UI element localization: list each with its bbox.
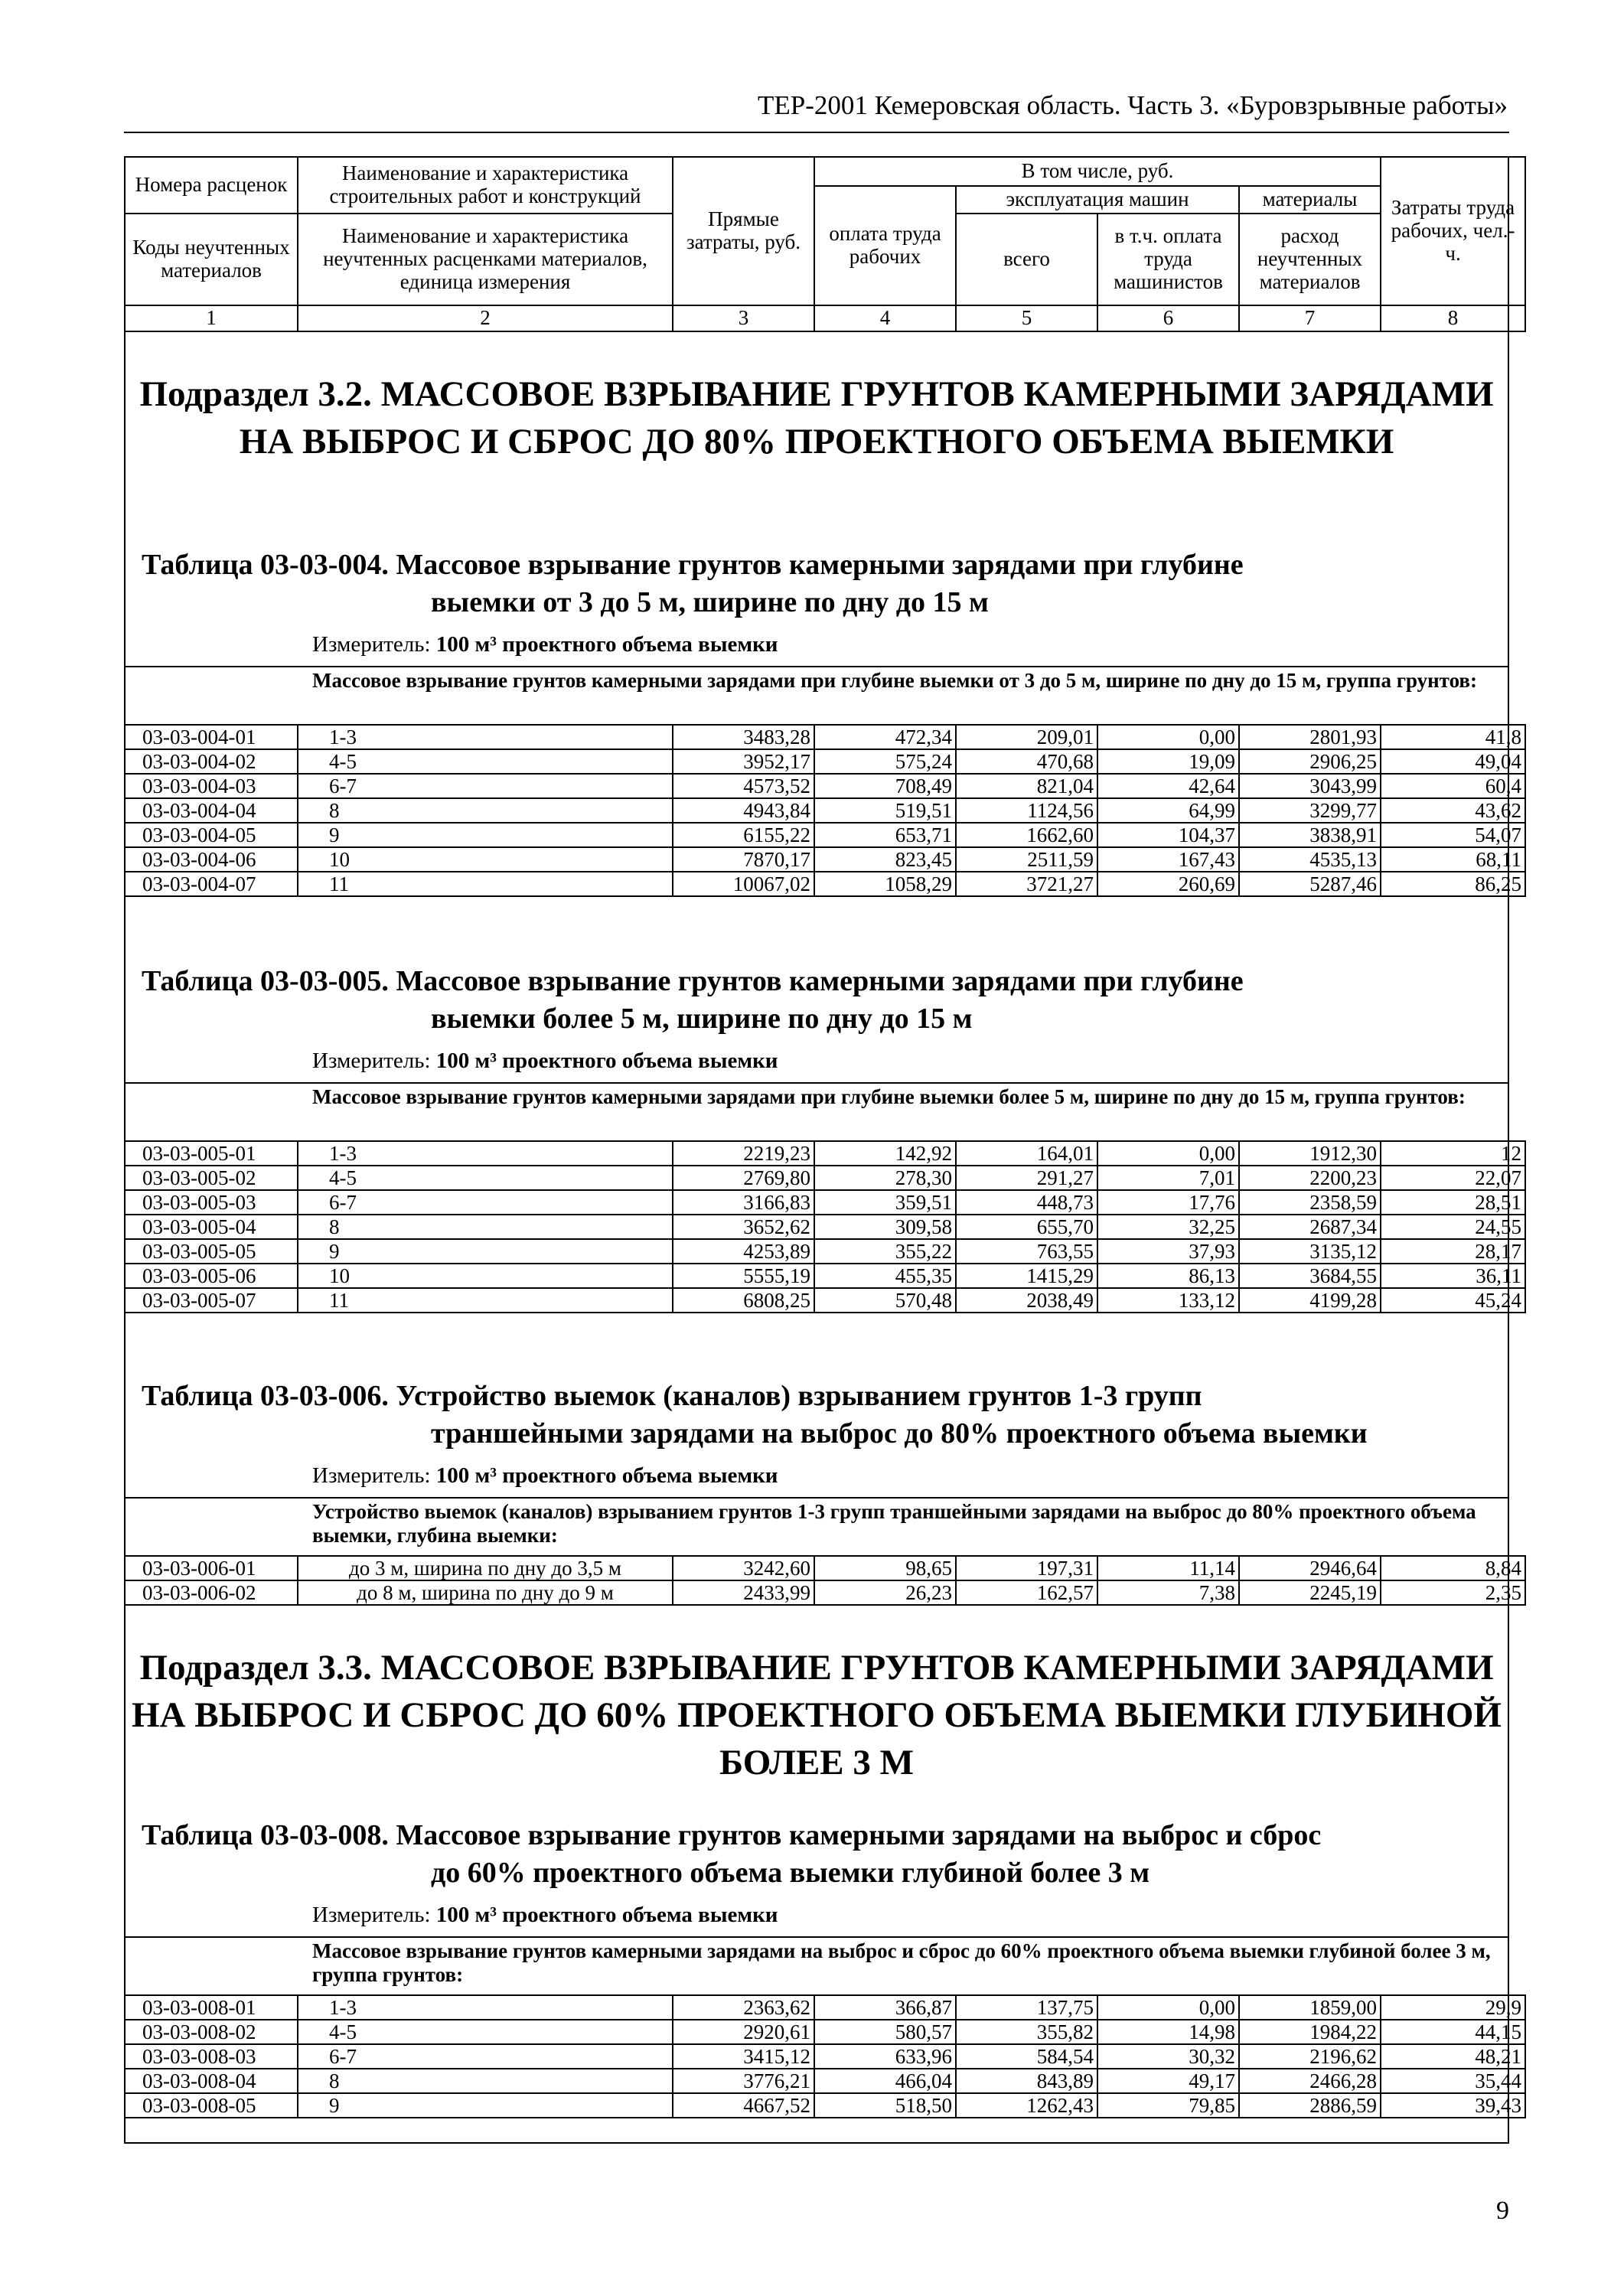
value-cell: 2687,34: [1239, 1215, 1381, 1239]
value-cell: 309,58: [814, 1215, 956, 1239]
soil-group-cell: 6-7: [298, 774, 673, 798]
value-cell: 79,85: [1097, 2093, 1239, 2118]
value-cell: 4199,28: [1239, 1288, 1381, 1313]
value-cell: 466,04: [814, 2069, 956, 2093]
table-row: [125, 798, 1525, 823]
col1-bottom-header: Коды неучтенных материалов: [125, 214, 298, 305]
rate-code-cell: 03-03-004-05: [125, 823, 298, 847]
value-cell: 1124,56: [956, 798, 1097, 823]
value-cell: 3043,99: [1239, 774, 1381, 798]
value-cell: 3415,12: [673, 2044, 814, 2069]
rate-code-cell: 03-03-004-03: [125, 774, 298, 798]
value-cell: 470,68: [956, 749, 1097, 774]
value-cell: 366,87: [814, 1995, 956, 2020]
soil-group-cell: 4-5: [298, 1166, 673, 1190]
col2-top-header: Наименование и характеристика строительных работ и конструкций: [298, 157, 673, 214]
value-cell: 2358,59: [1239, 1190, 1381, 1215]
value-cell: 3242,60: [673, 1556, 814, 1580]
unit-value: 100 м³ проектного объема выемки: [435, 1903, 778, 1927]
soil-group-cell: 9: [298, 823, 673, 847]
unit-label: Измеритель:: [312, 1049, 431, 1073]
value-cell: 32,25: [1097, 1215, 1239, 1239]
table-description-005: Массовое взрывание грунтов камерными зарядами при глубине выемки более 5 м, ширине по дну до 15 м, группа грунтов:: [312, 1085, 1466, 1108]
value-cell: 11,14: [1097, 1556, 1239, 1580]
value-cell: 4573,52: [673, 774, 814, 798]
value-cell: 4667,52: [673, 2093, 814, 2118]
table-row: [125, 2069, 1525, 2093]
value-cell: 355,82: [956, 2020, 1097, 2044]
value-cell: 137,75: [956, 1995, 1097, 2020]
rate-code-cell: 03-03-005-03: [125, 1190, 298, 1215]
value-cell: 2196,62: [1239, 2044, 1381, 2069]
value-cell: 3166,83: [673, 1190, 814, 1215]
soil-group-cell: 10: [298, 1264, 673, 1288]
value-cell: 49,04: [1381, 749, 1525, 774]
value-cell: 3952,17: [673, 749, 814, 774]
value-cell: 5287,46: [1239, 872, 1381, 896]
value-cell: 455,35: [814, 1264, 956, 1288]
soil-group-cell: 9: [298, 1239, 673, 1264]
value-cell: 37,93: [1097, 1239, 1239, 1264]
rate-code-cell: 03-03-008-02: [125, 2020, 298, 2044]
rate-code-cell: 03-03-006-01: [125, 1556, 298, 1580]
table-title-line1: Таблица 03-03-006. Устройство выемок (каналов) взрыванием грунтов 1-3 групп: [142, 1380, 1202, 1412]
table-description-006: Устройство выемок (каналов) взрыванием грунтов 1-3 групп траншейными зарядами на выброс до 80% проектного объема выемки, глубина выемки:: [312, 1500, 1476, 1548]
materials-header: материалы: [1239, 186, 1381, 214]
unit-line-006: [312, 1463, 778, 1489]
soil-group-cell: 4-5: [298, 749, 673, 774]
col5-header: всего: [956, 214, 1097, 305]
rates-table-004: [124, 724, 1526, 897]
value-cell: 3721,27: [956, 872, 1097, 896]
value-cell: 472,34: [814, 725, 956, 749]
value-cell: 12: [1381, 1141, 1525, 1166]
value-cell: 17,76: [1097, 1190, 1239, 1215]
table-top-rule: [124, 1936, 1509, 1938]
value-cell: 448,73: [956, 1190, 1097, 1215]
unit-line-005: [312, 1049, 778, 1074]
in-total-header: В том числе, руб.: [814, 157, 1381, 186]
table-row: [125, 1580, 1525, 1605]
rate-code-cell: 03-03-005-04: [125, 1215, 298, 1239]
table-title-006: [142, 1378, 1504, 1453]
value-cell: 29,9: [1381, 1995, 1525, 2020]
value-cell: 1859,00: [1239, 1995, 1381, 2020]
rate-code-cell: 03-03-008-05: [125, 2093, 298, 2118]
section-title-3-3: Подраздел 3.3. МАССОВОЕ ВЗРЫВАНИЕ ГРУНТОВ КАМЕРНЫМИ ЗАРЯДАМИ НА ВЫБРОС И СБРОС ДО 60% ПРОЕКТНОГО ОБЪЕМА ВЫЕМКИ ГЛУБИНОЙ БОЛЕЕ 3 М: [132, 1648, 1502, 1783]
table-row: [125, 1215, 1525, 1239]
value-cell: 197,31: [956, 1556, 1097, 1580]
rate-code-cell: 03-03-005-01: [125, 1141, 298, 1166]
value-cell: 48,21: [1381, 2044, 1525, 2069]
unit-label: Измеритель:: [312, 1463, 431, 1488]
value-cell: 5555,19: [673, 1264, 814, 1288]
col-number: 7: [1239, 305, 1381, 331]
unit-value: 100 м³ проектного объема выемки: [435, 1463, 778, 1488]
table-title-line2: до 60% проектного объема выемки глубиной более 3 м: [431, 1857, 1150, 1890]
rate-code-cell: 03-03-008-01: [125, 1995, 298, 2020]
value-cell: 821,04: [956, 774, 1097, 798]
page-number: 9: [1496, 2197, 1509, 2225]
soil-group-cell: 1-3: [298, 1141, 673, 1166]
value-cell: 655,70: [956, 1215, 1097, 1239]
value-cell: 1058,29: [814, 872, 956, 896]
table-top-rule: [124, 1082, 1509, 1084]
table-row: [125, 847, 1525, 872]
value-cell: 42,64: [1097, 774, 1239, 798]
value-cell: 633,96: [814, 2044, 956, 2069]
soil-group-cell: 6-7: [298, 1190, 673, 1215]
value-cell: 19,09: [1097, 749, 1239, 774]
value-cell: 1415,29: [956, 1264, 1097, 1288]
rate-code-cell: 03-03-005-05: [125, 1239, 298, 1264]
value-cell: 104,37: [1097, 823, 1239, 847]
value-cell: 3135,12: [1239, 1239, 1381, 1264]
value-cell: 359,51: [814, 1190, 956, 1215]
value-cell: 580,57: [814, 2020, 956, 2044]
value-cell: 2200,23: [1239, 1166, 1381, 1190]
value-cell: 41,8: [1381, 725, 1525, 749]
value-cell: 570,48: [814, 1288, 956, 1313]
table-title-line1: Таблица 03-03-004. Массовое взрывание грунтов камерными зарядами при глубине: [142, 549, 1244, 581]
value-cell: 2219,23: [673, 1141, 814, 1166]
unit-line-008: [312, 1903, 778, 1928]
table-top-rule: [124, 1497, 1509, 1499]
table-row: [125, 823, 1525, 847]
value-cell: 2038,49: [956, 1288, 1097, 1313]
value-cell: 43,62: [1381, 798, 1525, 823]
table-title-line1: Таблица 03-03-008. Массовое взрывание грунтов камерными зарядами на выброс и сброс: [142, 1819, 1322, 1851]
value-cell: 3838,91: [1239, 823, 1381, 847]
value-cell: 24,55: [1381, 1215, 1525, 1239]
rate-code-cell: 03-03-006-02: [125, 1580, 298, 1605]
soil-group-cell: 8: [298, 798, 673, 823]
value-cell: 162,57: [956, 1580, 1097, 1605]
value-cell: 26,23: [814, 1580, 956, 1605]
value-cell: 7,38: [1097, 1580, 1239, 1605]
rates-table-008: [124, 1994, 1526, 2118]
value-cell: 763,55: [956, 1239, 1097, 1264]
table-title-004: [142, 546, 1504, 622]
value-cell: 98,65: [814, 1556, 956, 1580]
col-number: 8: [1381, 305, 1525, 331]
value-cell: 7870,17: [673, 847, 814, 872]
col3-header: Прямые затраты, руб.: [673, 157, 814, 305]
table-title-005: [142, 963, 1504, 1039]
value-cell: 44,15: [1381, 2020, 1525, 2044]
value-cell: 2886,59: [1239, 2093, 1381, 2118]
value-cell: 708,49: [814, 774, 956, 798]
col-number: 1: [125, 305, 298, 331]
unit-line-004: [312, 632, 778, 657]
rate-code-cell: 03-03-008-03: [125, 2044, 298, 2069]
table-row: [125, 2093, 1525, 2118]
value-cell: 2511,59: [956, 847, 1097, 872]
soil-group-cell: до 8 м, ширина по дну до 9 м: [298, 1580, 673, 1605]
value-cell: 39,43: [1381, 2093, 1525, 2118]
value-cell: 6155,22: [673, 823, 814, 847]
table-title-008: [142, 1817, 1504, 1893]
value-cell: 3483,28: [673, 725, 814, 749]
soil-group-cell: 9: [298, 2093, 673, 2118]
value-cell: 291,27: [956, 1166, 1097, 1190]
soil-group-cell: 8: [298, 1215, 673, 1239]
table-row: [125, 1141, 1525, 1166]
unit-label: Измеритель:: [312, 632, 431, 657]
value-cell: 7,01: [1097, 1166, 1239, 1190]
table-row: [125, 1556, 1525, 1580]
unit-label: Измеритель:: [312, 1903, 431, 1927]
header-rule: [124, 132, 1509, 133]
col-number: 2: [298, 305, 673, 331]
value-cell: 2245,19: [1239, 1580, 1381, 1605]
value-cell: 355,22: [814, 1239, 956, 1264]
value-cell: 2466,28: [1239, 2069, 1381, 2093]
col2-bottom-header: Наименование и характеристика неучтенных расценками материалов, единица измерения: [298, 214, 673, 305]
table-title-line2: выемки более 5 м, ширине по дну до 15 м: [431, 1003, 973, 1035]
value-cell: 36,11: [1381, 1264, 1525, 1288]
value-cell: 518,50: [814, 2093, 956, 2118]
col-number: 4: [814, 305, 956, 331]
col-number: 6: [1097, 305, 1239, 331]
table-row: [125, 1190, 1525, 1215]
value-cell: 3299,77: [1239, 798, 1381, 823]
value-cell: 2920,61: [673, 2020, 814, 2044]
section-title-3-2: Подраздел 3.2. МАССОВОЕ ВЗРЫВАНИЕ ГРУНТОВ КАМЕРНЫМИ ЗАРЯДАМИ НА ВЫБРОС И СБРОС ДО 80% ПРОЕКТНОГО ОБЪЕМА ВЫЕМКИ: [139, 374, 1494, 462]
value-cell: 0,00: [1097, 1995, 1239, 2020]
value-cell: 519,51: [814, 798, 956, 823]
table-title-line1: Таблица 03-03-005. Массовое взрывание грунтов камерными зарядами при глубине: [142, 965, 1244, 997]
value-cell: 278,30: [814, 1166, 956, 1190]
value-cell: 2946,64: [1239, 1556, 1381, 1580]
table-row: [125, 2020, 1525, 2044]
value-cell: 22,07: [1381, 1166, 1525, 1190]
value-cell: 30,32: [1097, 2044, 1239, 2069]
value-cell: 2769,80: [673, 1166, 814, 1190]
value-cell: 1262,43: [956, 2093, 1097, 2118]
value-cell: 1912,30: [1239, 1141, 1381, 1166]
table-row: [125, 1239, 1525, 1264]
soil-group-cell: 11: [298, 872, 673, 896]
value-cell: 86,13: [1097, 1264, 1239, 1288]
table-row: [125, 872, 1525, 896]
value-cell: 45,24: [1381, 1288, 1525, 1313]
value-cell: 49,17: [1097, 2069, 1239, 2093]
machines-header: эксплуатация машин: [956, 186, 1239, 214]
value-cell: 28,17: [1381, 1239, 1525, 1264]
table-row: [125, 749, 1525, 774]
rates-table-006: [124, 1555, 1526, 1606]
value-cell: 4253,89: [673, 1239, 814, 1264]
value-cell: 54,07: [1381, 823, 1525, 847]
value-cell: 0,00: [1097, 1141, 1239, 1166]
value-cell: 2433,99: [673, 1580, 814, 1605]
col6-header: в т.ч. оплата труда машинистов: [1097, 214, 1239, 305]
value-cell: 843,89: [956, 2069, 1097, 2093]
soil-group-cell: 11: [298, 1288, 673, 1313]
soil-group-cell: 8: [298, 2069, 673, 2093]
table-row: [125, 1288, 1525, 1313]
soil-group-cell: 1-3: [298, 725, 673, 749]
value-cell: 14,98: [1097, 2020, 1239, 2044]
value-cell: 3684,55: [1239, 1264, 1381, 1288]
value-cell: 133,12: [1097, 1288, 1239, 1313]
rate-code-cell: 03-03-005-06: [125, 1264, 298, 1288]
value-cell: 209,01: [956, 725, 1097, 749]
value-cell: 584,54: [956, 2044, 1097, 2069]
table-row: [125, 774, 1525, 798]
col7-header: расход неучтенных материалов: [1239, 214, 1381, 305]
col8-header: Затраты труда рабочих, чел.-ч.: [1381, 157, 1525, 305]
col1-top-header: Номера расценок: [125, 157, 298, 214]
soil-group-cell: 10: [298, 847, 673, 872]
table-title-line2: выемки от 3 до 5 м, ширине по дну до 15 м: [431, 586, 989, 619]
value-cell: 28,51: [1381, 1190, 1525, 1215]
rate-code-cell: 03-03-004-07: [125, 872, 298, 896]
col-number: 3: [673, 305, 814, 331]
value-cell: 2906,25: [1239, 749, 1381, 774]
rates-table-005: [124, 1140, 1526, 1313]
value-cell: 60,4: [1381, 774, 1525, 798]
value-cell: 164,01: [956, 1141, 1097, 1166]
value-cell: 823,45: [814, 847, 956, 872]
rate-code-cell: 03-03-004-06: [125, 847, 298, 872]
value-cell: 1984,22: [1239, 2020, 1381, 2044]
table-title-line2: траншейными зарядами на выброс до 80% проектного объема выемки: [431, 1417, 1368, 1450]
table-row: [125, 2044, 1525, 2069]
soil-group-cell: до 3 м, ширина по дну до 3,5 м: [298, 1556, 673, 1580]
value-cell: 167,43: [1097, 847, 1239, 872]
table-row: [125, 1995, 1525, 2020]
table-top-rule: [124, 666, 1509, 667]
value-cell: 2363,62: [673, 1995, 814, 2020]
column-header-table: [124, 156, 1526, 332]
rate-code-cell: 03-03-004-02: [125, 749, 298, 774]
value-cell: 653,71: [814, 823, 956, 847]
col-number: 5: [956, 305, 1097, 331]
value-cell: 6808,25: [673, 1288, 814, 1313]
unit-value: 100 м³ проектного объема выемки: [435, 1049, 778, 1073]
soil-group-cell: 4-5: [298, 2020, 673, 2044]
rate-code-cell: 03-03-005-02: [125, 1166, 298, 1190]
value-cell: 1662,60: [956, 823, 1097, 847]
value-cell: 2,35: [1381, 1580, 1525, 1605]
value-cell: 0,00: [1097, 725, 1239, 749]
rate-code-cell: 03-03-004-04: [125, 798, 298, 823]
value-cell: 3652,62: [673, 1215, 814, 1239]
value-cell: 8,84: [1381, 1556, 1525, 1580]
value-cell: 260,69: [1097, 872, 1239, 896]
value-cell: 4535,13: [1239, 847, 1381, 872]
value-cell: 35,44: [1381, 2069, 1525, 2093]
table-row: [125, 725, 1525, 749]
col4-header: оплата труда рабочих: [814, 186, 956, 305]
value-cell: 4943,84: [673, 798, 814, 823]
value-cell: 3776,21: [673, 2069, 814, 2093]
rate-code-cell: 03-03-005-07: [125, 1288, 298, 1313]
running-header: ТЕР-2001 Кемеровская область. Часть 3. «Буровзрывные работы»: [758, 90, 1508, 120]
value-cell: 142,92: [814, 1141, 956, 1166]
value-cell: 10067,02: [673, 872, 814, 896]
value-cell: 575,24: [814, 749, 956, 774]
rate-code-cell: 03-03-008-04: [125, 2069, 298, 2093]
table-description-008: Массовое взрывание грунтов камерными зарядами на выброс и сброс до 60% проектного объема выемки глубиной более 3 м, группа грунтов:: [312, 1939, 1491, 1987]
rate-code-cell: 03-03-004-01: [125, 725, 298, 749]
value-cell: 2801,93: [1239, 725, 1381, 749]
value-cell: 86,25: [1381, 872, 1525, 896]
unit-value: 100 м³ проектного объема выемки: [435, 632, 778, 657]
soil-group-cell: 1-3: [298, 1995, 673, 2020]
table-row: [125, 1166, 1525, 1190]
soil-group-cell: 6-7: [298, 2044, 673, 2069]
table-description-004: Массовое взрывание грунтов камерными зарядами при глубине выемки от 3 до 5 м, ширине по дну до 15 м, группа грунтов:: [312, 669, 1477, 692]
value-cell: 68,11: [1381, 847, 1525, 872]
table-row: [125, 1264, 1525, 1288]
value-cell: 64,99: [1097, 798, 1239, 823]
